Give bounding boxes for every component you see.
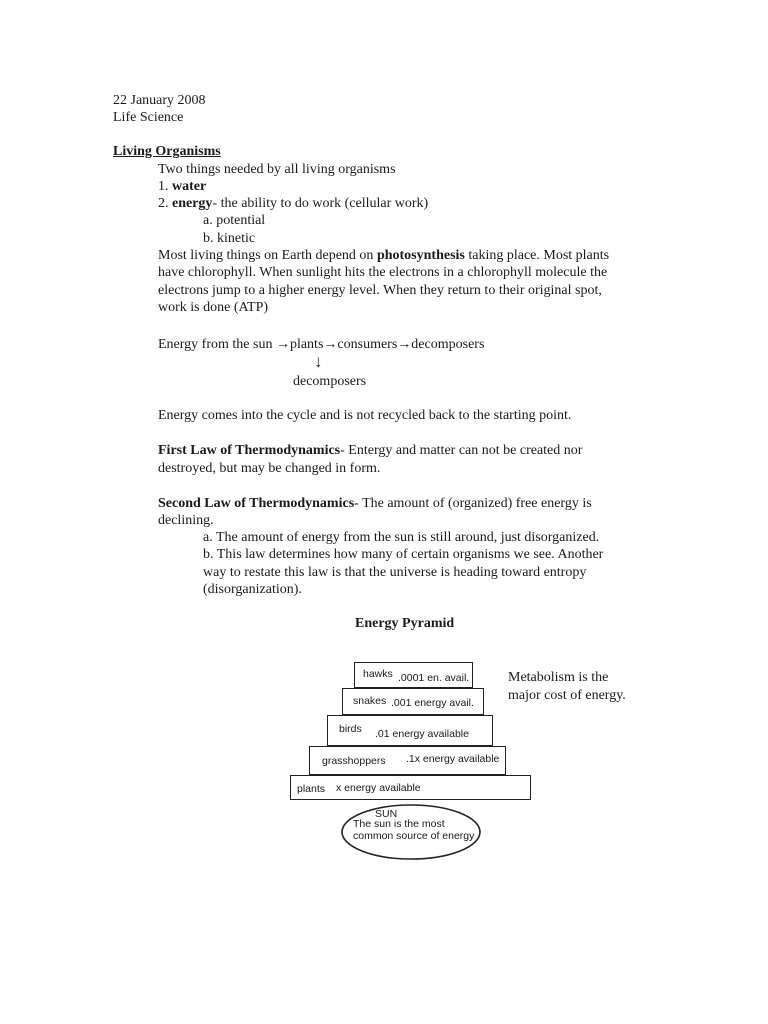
sun-text-line-1: The sun is the most xyxy=(353,818,445,830)
arrow-right-icon: → xyxy=(323,337,338,352)
energy-flow-branch: decomposers xyxy=(293,374,367,389)
photosynthesis-line-2: have chlorophyll. When sunlight hits the electrons in a chlorophyll molecule the xyxy=(158,265,608,280)
arrow-down-icon: ↓ xyxy=(314,352,323,371)
arrow-right-icon: → xyxy=(275,337,290,352)
level-organism: plants xyxy=(297,783,326,795)
level-energy: .001 energy avail. xyxy=(391,697,474,709)
cycle-note: Energy comes into the cycle and is not recycled back to the starting point. xyxy=(158,408,572,423)
sun-label: SUN xyxy=(375,808,398,820)
second-law-point-b-1: b. This law determines how many of certain organisms we see. Another xyxy=(203,547,604,562)
sub-item-potential: a. potential xyxy=(203,213,266,228)
second-law-point-a: a. The amount of energy from the sun is still around, just disorganized. xyxy=(203,530,600,545)
photosynthesis-line-3: electrons jump to a higher energy level. When they return to their original spot, xyxy=(158,283,602,298)
pyramid-level-grasshoppers xyxy=(309,746,506,775)
second-law-line-1: Second Law of Thermodynamics- The amount of (organized) free energy is xyxy=(158,496,592,511)
pyramid-level-plants xyxy=(290,775,531,800)
pyramid-level-snakes xyxy=(342,688,484,715)
second-law-point-b-2: way to restate this law is that the universe is heading toward entropy xyxy=(203,565,587,580)
metabolism-note-line-2: major cost of energy. xyxy=(508,688,626,703)
section-heading: Living Organisms xyxy=(113,144,221,159)
level-organism: grasshoppers xyxy=(322,755,386,767)
sub-item-kinetic: b. kinetic xyxy=(203,231,256,246)
second-law-line-2: declining. xyxy=(158,513,214,528)
metabolism-note-line-1: Metabolism is the xyxy=(508,670,609,685)
photosynthesis-line-4: work is done (ATP) xyxy=(158,300,269,315)
level-energy: .01 energy available xyxy=(375,728,469,740)
intro-text: Two things needed by all living organisms xyxy=(158,162,396,177)
first-law-line-1: First Law of Thermodynamics- Entergy and matter can not be created nor xyxy=(158,443,583,458)
level-organism: birds xyxy=(339,723,362,735)
list-item-energy: 2. energy- the ability to do work (cellular work) xyxy=(158,196,429,211)
level-energy: .1x energy available xyxy=(406,753,500,765)
level-organism: hawks xyxy=(363,668,393,680)
pyramid-title: Energy Pyramid xyxy=(355,616,455,631)
pyramid-level-hawks xyxy=(354,662,473,688)
level-energy: .0001 en. avail. xyxy=(398,672,470,684)
energy-flow-chain: Energy from the sun →plants→consumers→decomposers xyxy=(158,337,485,352)
document-subject: Life Science xyxy=(113,110,184,125)
photosynthesis-line-1: Most living things on Earth depend on photosynthesis taking place. Most plants xyxy=(158,248,610,263)
document-date: 22 January 2008 xyxy=(113,93,206,108)
level-organism: snakes xyxy=(353,695,387,707)
sun-text-line-2: common source of energy xyxy=(353,830,475,842)
first-law-line-2: destroyed, but may be changed in form. xyxy=(158,461,381,476)
list-item-water: 1. water xyxy=(158,179,207,194)
pyramid-level-birds xyxy=(327,715,493,746)
arrow-right-icon: → xyxy=(397,337,412,352)
second-law-point-b-3: (disorganization). xyxy=(203,582,302,597)
level-energy: x energy available xyxy=(336,782,421,794)
